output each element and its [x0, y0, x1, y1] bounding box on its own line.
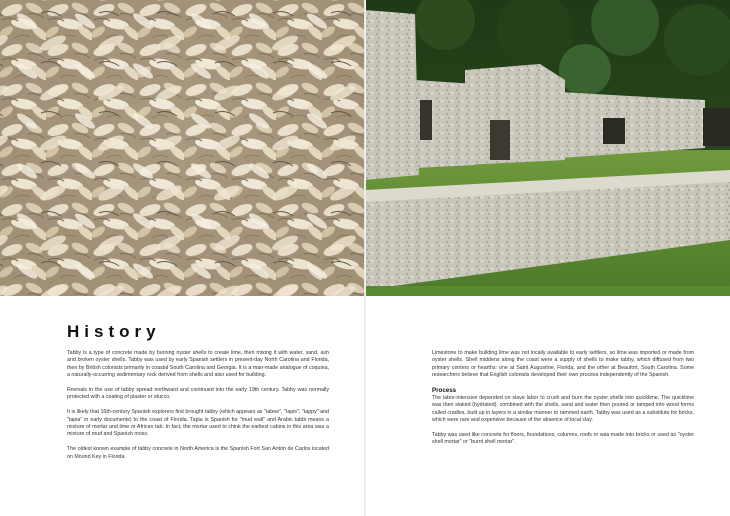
process-heading: Process	[432, 387, 457, 395]
right-page	[365, 0, 730, 516]
history-paragraph-4: The oldest known example of tabby concrete in North America is the Spanish Fort San Antón de Carlos located on Mound Key in Florida.	[67, 446, 329, 460]
tabby-ruins-photo	[365, 0, 730, 296]
history-paragraph-1: Tabby is a type of concrete made by burning oyster shells to create lime, then mixing it with water, sand, ash and broken oyster shells. Tabby was used by early Spanish settlers in present-day North Carolina and Florida, then by British colonists primarily in coastal South Carolina and Georgia. It is a man-made analogue of coquina, a naturally-occurring sedimentary rock derived from shells and also used for building.	[67, 350, 329, 379]
history-paragraph-2: Revivals in the use of tabby spread northward and continued into the early 19th century. Tabby was normally protected with a coating of plaster or stucco.	[67, 387, 329, 401]
process-paragraph-1: The labor-intensive depended on slave labor to crush and burn the oyster shells into quicklime. The quicklime was then slaked (hydrated), combined with the shells, sand and water then poured or tamped into wood forms called cradles, built up in layers in a similar manner to rammed earth. Tabby was used as a substitute for bricks, which were rare and expensive because of the absence of local clay.	[432, 395, 694, 424]
history-title: History	[67, 322, 161, 341]
lime-source-paragraph: Limestone to make building lime was not locally available to early settlers, so lime was imported or made from oyster shells. Shell middens along the coast were a supply of shells to make tabby, which diffused from two primary centers or hearths: one at Saint Augustine, Florida, and the other at Beaufort, South Carolina. Some researchers believe that English colonists developed their own process independently of the Spanish.	[432, 350, 694, 379]
history-paragraph-3: It is likely that 16th-century Spanish explorers first brought tabby (which appears as "tabee", "tapis", "tappy" and "tapia" in early documents) to the coast of Florida. Tapia is Spanish for "mud wall" and Arabic tabbi means a mixture of mortar and lime or African tab. In fact, the mortar used to chink the earliest cabins in this area was a mixture of mud and Spanish moss.	[67, 409, 329, 438]
history-text-column	[67, 350, 329, 468]
page-spine	[364, 0, 366, 516]
process-paragraph-2: Tabby was used like concrete for floors, foundations, columns, roofs or was made into bricks or used as "oyster shell mortar" or "burnt shell mortar".	[432, 432, 694, 446]
right-text-column	[432, 350, 694, 454]
oyster-shell-tabby-photo	[0, 0, 365, 296]
